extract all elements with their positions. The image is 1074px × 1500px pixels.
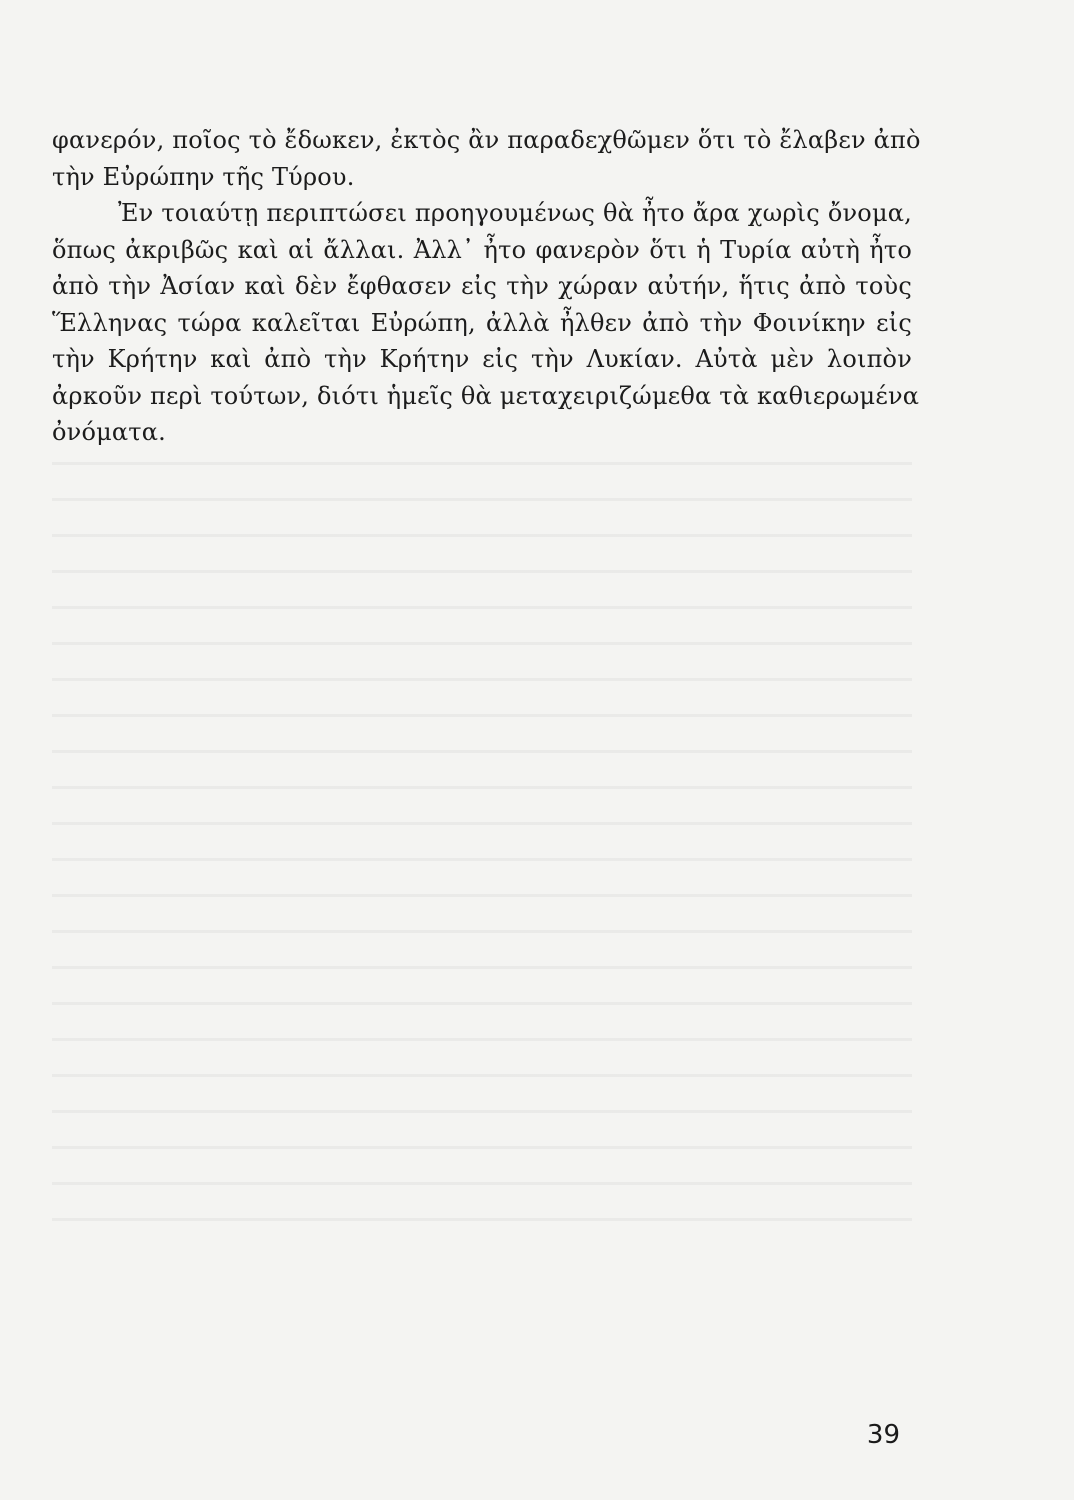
body-text [52, 122, 921, 451]
text-line: ὀνόματα. [52, 418, 167, 446]
text-line: Ἕλληνας τώρα καλεῖται Εὐρώπη, ἀλλὰ ἦλθεν ἀπὸ τὴν Φοινίκην εἰς [52, 308, 912, 337]
text-line: τὴν Εὐρώπην τῆς Τύρου. [52, 162, 355, 191]
text-line: ὅπως ἀκριβῶς καὶ αἱ ἄλλαι. Ἀλλ᾽ ἦτο φανερὸν ὅτι ἡ Τυρία αὐτὴ ἦτο [52, 235, 912, 264]
text-line: τὴν Κρήτην καὶ ἀπὸ τὴν Κρήτην εἰς τὴν Λυκίαν. Αὐτὰ μὲν λοιπὸν [52, 345, 912, 373]
paragraph-2 [52, 195, 920, 451]
text-line: Ἐν τοιαύτῃ περιπτώσει προηγουμένως θὰ ἦτο ἄρα χωρὶς ὄνομα, [118, 199, 912, 227]
page-number: 39 [866, 1420, 900, 1450]
paragraph-1 [52, 122, 921, 195]
text-line: ἀπὸ τὴν Ἀσίαν καὶ δὲν ἔφθασεν εἰς τὴν χώραν αὐτήν, ἥτις ἀπὸ τοὺς [52, 272, 912, 300]
text-line: φανερόν, ποῖος τὸ ἔδωκεν, ἐκτὸς ἂν παραδεχθῶμεν ὅτι τὸ ἔλαβεν ἀπὸ [52, 126, 921, 154]
bleed-through-shadow [52, 440, 912, 1240]
text-line: ἀρκοῦν περὶ τούτων, διότι ἡμεῖς θὰ μεταχειριζώμεθα τὰ καθιερωμένα [52, 381, 920, 410]
